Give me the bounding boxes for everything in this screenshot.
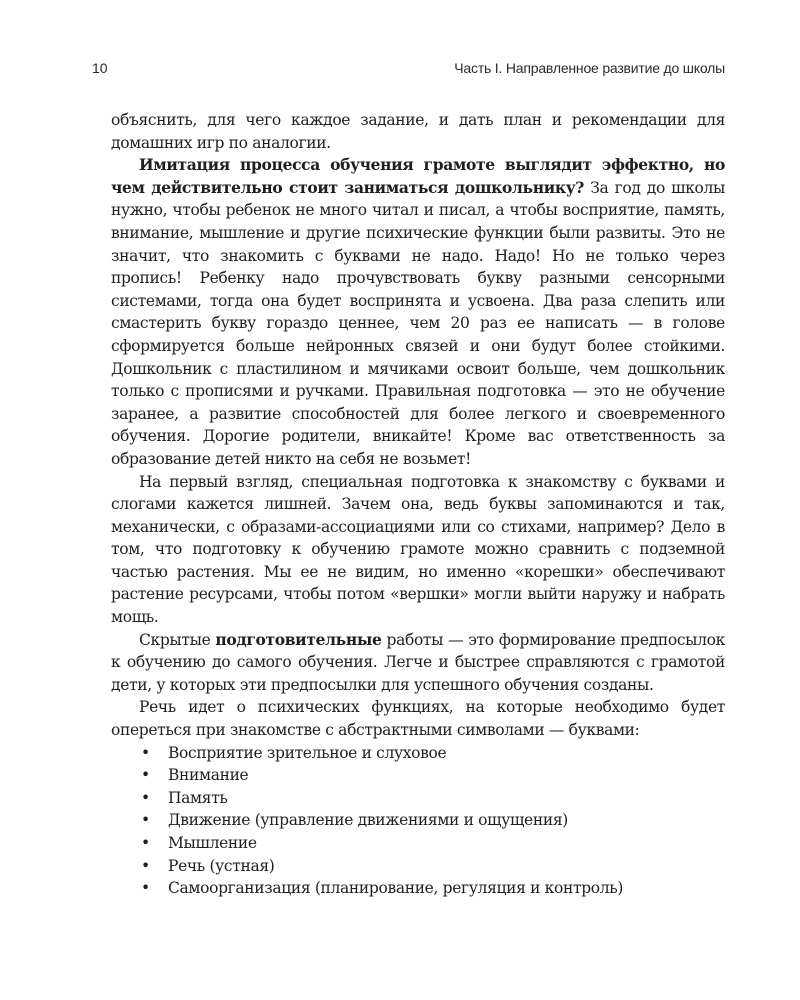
bullet-icon: • xyxy=(141,788,150,807)
paragraph-3: На первый взгляд, специальная подготовка к знакомству с буквами и слогами кажется лишней. Зачем она, ведь буквы запоминаются и так, механически, с образами-ассоциациями или со стихами, например? Дело в том, что подготовку к обучению грамоте можно сравнить с подземной частью растения. Мы ее не видим, но именно «корешки» обеспечивают растение ресурсами, чтобы потом «вершки» могли выйти наружу и набрать мощь. xyxy=(111,472,725,627)
bullet-icon: • xyxy=(141,811,150,830)
list-item xyxy=(111,787,725,810)
list-item-text: Движение (управление движениями и ощущения) xyxy=(168,811,568,830)
bullet-icon: • xyxy=(141,834,150,852)
body-text xyxy=(111,109,725,900)
list-item-text: Память xyxy=(168,788,228,807)
paragraph-2 xyxy=(111,154,725,470)
paragraph-2-text: За год до школы нужно, чтобы ребенок не много читал и писал, а чтобы восприятие, память, внимание, мышление и другие психические функции были развиты. Это не значит, что знакомить с буквами не надо. Надо! Но не только через пропись! Ребенку надо прочувствовать букву разными сенсорными системами, тогда она будет воспринята и усвоена. Два раза слепить или смастерить букву гораздо ценнее, чем 20 раз ее написать — в голове сформируется больше нейронных связей и они будут более стойкими. Дошкольник с пластилином и мячиками освоит больше, чем дошкольник только с прописями и ручками. Правильная подготовка — это не обучение заранее, а развитие способностей для более легкого и своевременного обучения. Дорогие родители, вникайте! Кроме вас ответственность за образование детей никто на себя не возьмет! xyxy=(111,178,725,468)
paragraph-5: Речь идет о психических функциях, на которые необходимо будет опереться при знакомстве с абстрактными символами — буквами: xyxy=(111,698,725,740)
paragraph-2-bold-lead: Имитация процесса обучения грамоте выглядит эффектно, но чем действительно стоит заниматься дошкольнику? xyxy=(111,155,725,197)
list-item-text: Восприятие зрительное и слуховое xyxy=(168,743,447,762)
list-item xyxy=(111,832,725,855)
list-item-text: Мышление xyxy=(168,834,257,852)
paragraph-4-text: работы — это формирование предпосылок к обучению до самого обучения. Легче и быстрее справляются с грамотой дети, у которых эти предпосылки для успешного обучения созданы. xyxy=(111,630,725,694)
list-item-text: Самоорганизация (планирование, регуляция и контроль) xyxy=(168,879,624,898)
bullet-icon: • xyxy=(141,766,150,785)
running-head: Часть I. Направленное развитие до школы xyxy=(454,60,725,76)
bullet-icon: • xyxy=(141,879,150,898)
page-header xyxy=(92,60,725,84)
list-item xyxy=(111,877,725,900)
paragraph-1: объяснить, для чего каждое задание, и дать план и рекомендации для домашних игр по аналогии. xyxy=(111,111,725,152)
paragraph-4-bold-word: подготовительные xyxy=(215,629,382,649)
page-number: 10 xyxy=(92,60,108,76)
bullet-icon: • xyxy=(141,856,150,875)
list-item-text: Внимание xyxy=(168,766,249,785)
list-item xyxy=(111,764,725,787)
list-item-text: Речь (устная) xyxy=(168,856,275,875)
list-item xyxy=(111,855,725,878)
list-item xyxy=(111,742,725,765)
list-item xyxy=(111,809,725,832)
function-list xyxy=(111,742,725,900)
paragraph-4 xyxy=(111,629,725,697)
bullet-icon: • xyxy=(141,743,150,762)
paragraph-4-start: Скрытые xyxy=(139,630,216,649)
